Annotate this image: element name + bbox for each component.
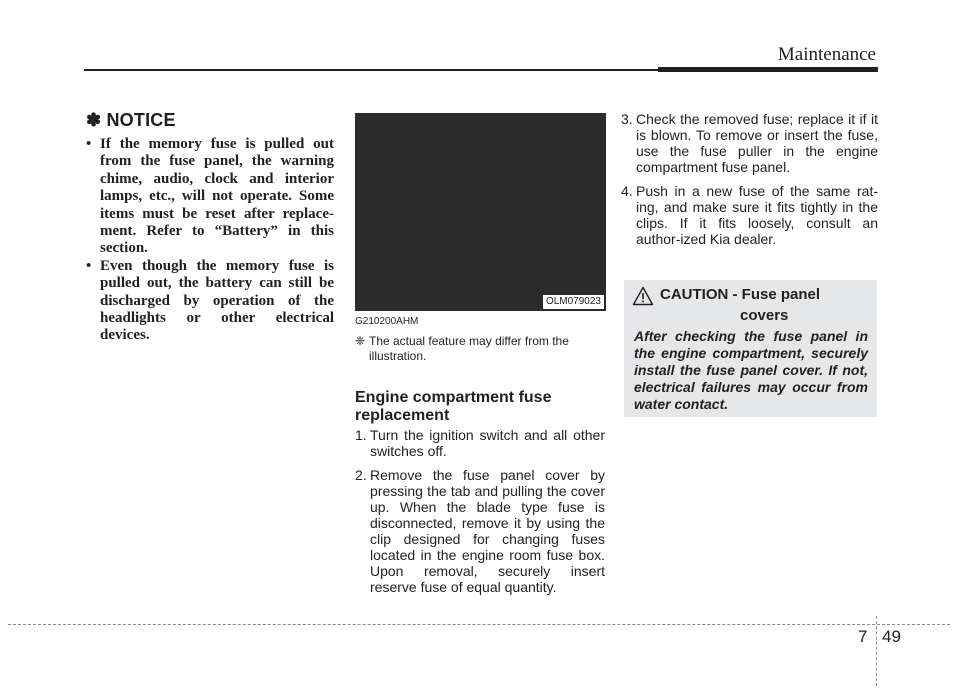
header-rule (84, 69, 658, 71)
notice-item: • Even though the memory fuse is pulled out, the battery can still be discharged by operation of the headlights or other electrical devices. (86, 258, 334, 345)
step-number: 4. (621, 183, 633, 199)
section-heading: Engine compartment fuse replacement (355, 389, 552, 424)
chapter-number: 7 (858, 627, 868, 646)
caution-box (624, 280, 877, 417)
caution-topic: - Fuse panel (732, 286, 821, 303)
step-item (355, 467, 605, 595)
step-text: Check the removed fuse; replace it if it is blown. To remove or insert the fuse, use the fuse puller in the engine compartment fuse panel. (636, 111, 878, 175)
caution-label: CAUTION (660, 286, 729, 303)
step-number: 2. (355, 467, 367, 483)
note-icon: ❈ (355, 334, 366, 348)
header-rule-accent (658, 67, 878, 72)
footer-divider (876, 616, 877, 686)
engine-fuse-photo (355, 113, 606, 311)
notice-list (86, 136, 334, 345)
figure-note: The actual feature may differ from the illustration. (369, 334, 569, 363)
steps-list-left (355, 427, 605, 603)
notice-heading: ✽ NOTICE (86, 110, 176, 130)
step-number: 1. (355, 427, 367, 443)
section-title: Maintenance (777, 44, 876, 65)
caution-title (660, 286, 820, 303)
step-text: Turn the ignition switch and all other switches off. (370, 427, 605, 459)
step-item (621, 183, 878, 247)
step-number: 3. (621, 111, 633, 127)
step-item (355, 427, 605, 459)
notice-item: • If the memory fuse is pulled out from the fuse panel, the warning chime, audio, clock and interior lamps, etc., will not operate. Some items must be reset after replace-ment. Refer to “Battery” in this section. (86, 136, 334, 258)
step-text: Remove the fuse panel cover by pressing the tab and pulling the cover up. When the blade type fuse is disconnected, remove it by using the clip designed for changing fuses located in the engine room fuse box. Upon removal, securely insert reserve fuse of equal quantity. (370, 467, 605, 595)
step-item (621, 111, 878, 175)
steps-list-right (621, 111, 878, 255)
section-code: G210200AHM (355, 316, 419, 327)
footer-rule (8, 624, 950, 625)
photo-id-label: OLM079023 (543, 295, 604, 309)
caution-topic-cont: covers (740, 307, 789, 324)
step-text: Push in a new fuse of the same rat-ing, and make sure it fits tightly in the clips. If it fits loosely, consult an author-ized Kia dealer. (636, 183, 878, 247)
warning-triangle-icon (632, 286, 654, 306)
page-number: 49 (882, 627, 901, 646)
caution-body: After checking the fuse panel in the engine compartment, securely install the fuse panel cover. If not, electrical failures may occur from water contact. (634, 328, 868, 412)
